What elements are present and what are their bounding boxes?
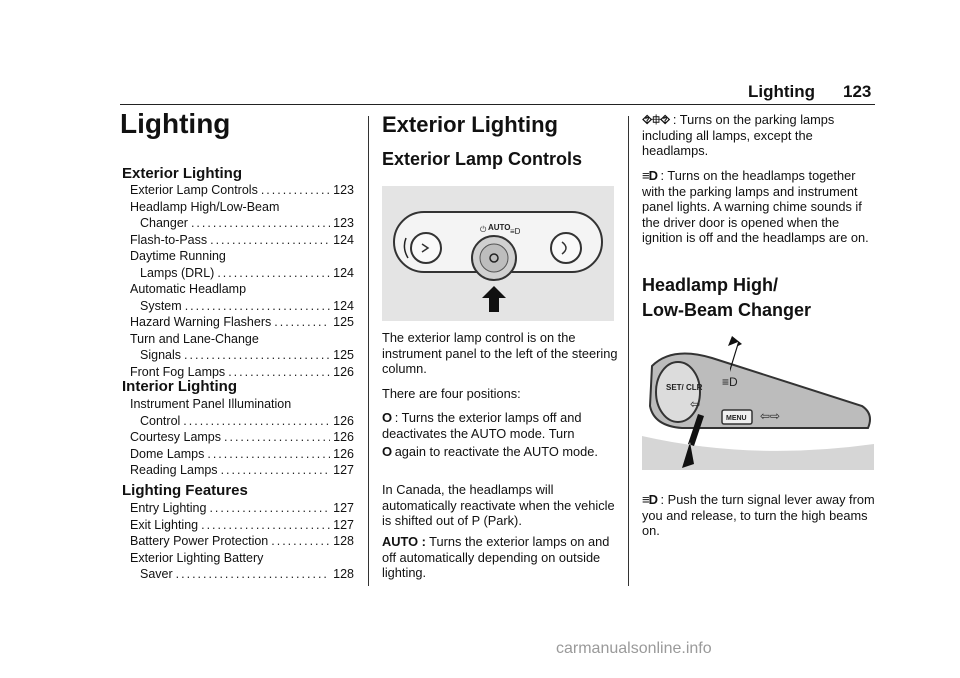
- paragraph-intro: The exterior lamp control is on the instrument panel to the left of the steering column.: [382, 330, 618, 377]
- auto-position-description: [382, 534, 618, 581]
- toc-heading-features: Lighting Features: [122, 482, 248, 499]
- column-divider-2: [628, 116, 629, 586]
- parking-lamps-description: [642, 112, 878, 159]
- svg-text:⏻: ⏻: [480, 225, 487, 234]
- parking-lamp-icon: ⯑⯐⯑: [642, 112, 670, 127]
- running-header-title: Lighting: [748, 82, 816, 101]
- toc-entry-line[interactable]: Daytime Running: [130, 249, 226, 263]
- toc-entry-line[interactable]: Exterior Lighting Battery: [130, 550, 264, 565]
- toc-entry[interactable]: Dome Lamps ..... 126: [130, 446, 354, 463]
- high-beam-description: [642, 492, 878, 539]
- toc-list-interior: [130, 396, 354, 479]
- toc-entry[interactable]: Reading Lamps ..... 127: [130, 462, 354, 479]
- toc-entry[interactable]: Lamps (DRL) ..... 124: [130, 265, 354, 282]
- heading-line-2: Low-Beam Changer: [642, 300, 812, 320]
- toc-entry[interactable]: Hazard Warning Flashers ..... 125: [130, 314, 354, 331]
- off-symbol: O: [382, 444, 392, 459]
- off-symbol: O: [382, 410, 392, 425]
- toc-entry[interactable]: Saver ..... 128: [130, 566, 354, 583]
- high-beam-icon: ≡D: [642, 492, 657, 507]
- lamp-control-illustration: [382, 186, 614, 321]
- svg-text:≡D: ≡D: [510, 227, 521, 236]
- toc-entry[interactable]: Entry Lighting ..... 127: [130, 500, 354, 517]
- set-clr-label: SET/ CLR: [666, 383, 703, 392]
- toc-entry-line[interactable]: Instrument Panel Illumination: [130, 397, 292, 411]
- toc-entry[interactable]: Front Fog Lamps ..... 126: [130, 364, 354, 381]
- svg-text:⇦⇨: ⇦⇨: [760, 409, 781, 423]
- paragraph-canada: In Canada, the headlamps will automatically reactivate when the vehicle is shifted out of P (Park).: [382, 482, 615, 529]
- off-position-description-cont: [382, 444, 618, 460]
- toc-entry[interactable]: Battery Power Protection ..... 128: [130, 533, 354, 550]
- subsection-heading-beam: [642, 274, 811, 321]
- toc-entry-line[interactable]: Automatic Headlamp: [130, 282, 247, 296]
- toc-heading-interior: Interior Lighting: [122, 378, 237, 395]
- chapter-title: Lighting: [120, 108, 231, 139]
- headlamps-description: [642, 168, 878, 246]
- page-number: 123: [843, 82, 872, 101]
- heading-line-1: Headlamp High/: [642, 275, 779, 295]
- lamp-control-drawing: [382, 186, 614, 321]
- toc-entry[interactable]: Courtesy Lamps ..... 126: [130, 429, 354, 446]
- paragraph-positions: There are four positions:: [382, 386, 521, 401]
- toc-entry[interactable]: Control ..... 126: [130, 413, 354, 430]
- auto-position-label: AUTO: [488, 223, 511, 232]
- header-rule: [120, 104, 875, 105]
- toc-list-features: [130, 500, 354, 583]
- toc-list-exterior: [130, 182, 354, 380]
- toc-heading-exterior: Exterior Lighting: [122, 165, 242, 182]
- lever-drawing: [642, 336, 874, 470]
- parking-text: : Turns on the parking lamps including all lamps, except the headlamps.: [642, 112, 835, 159]
- off-position-description: [382, 410, 618, 441]
- toc-entry[interactable]: Signals ..... 125: [130, 347, 354, 364]
- watermark: carmanualsonline.info: [556, 640, 712, 657]
- auto-label: AUTO :: [382, 534, 426, 549]
- toc-entry-line[interactable]: Headlamp High/Low-Beam: [130, 199, 280, 214]
- svg-text:≡D: ≡D: [722, 375, 738, 389]
- toc-entry[interactable]: Changer ..... 123: [130, 215, 354, 232]
- off-text-2: again to reactivate the AUTO mode.: [394, 444, 598, 459]
- column-divider-1: [368, 116, 369, 586]
- subsection-heading: Exterior Lamp Controls: [382, 149, 583, 169]
- toc-entry[interactable]: Exit Lighting ..... 127: [130, 517, 354, 534]
- off-text: : Turns the exterior lamps off and deactivates the AUTO mode. Turn: [382, 410, 582, 441]
- toc-entry[interactable]: Flash-to-Pass ..... 124: [130, 232, 354, 249]
- auto-text: Turns the exterior lamps on and off automatically depending on outside lighting.: [382, 534, 610, 581]
- headlamp-icon: ≡D: [642, 168, 657, 183]
- section-heading: Exterior Lighting: [382, 112, 558, 137]
- high-beam-text: : Push the turn signal lever away from you and release, to turn the high beams on.: [642, 492, 875, 539]
- menu-label: MENU: [726, 415, 747, 422]
- toc-entry[interactable]: Exterior Lamp Controls ..... 123: [130, 182, 354, 199]
- headlamp-text: : Turns on the headlamps together with the parking lamps and instrument panel lights. A warning chime sounds if the driver door is opened when the ignition is off and the headlamps are on.: [642, 168, 869, 246]
- turn-signal-lever-illustration: [642, 336, 874, 470]
- toc-entry-line[interactable]: Turn and Lane-Change: [130, 331, 259, 346]
- svg-text:⇦: ⇦: [690, 397, 701, 411]
- toc-entry[interactable]: System ..... 124: [130, 298, 354, 315]
